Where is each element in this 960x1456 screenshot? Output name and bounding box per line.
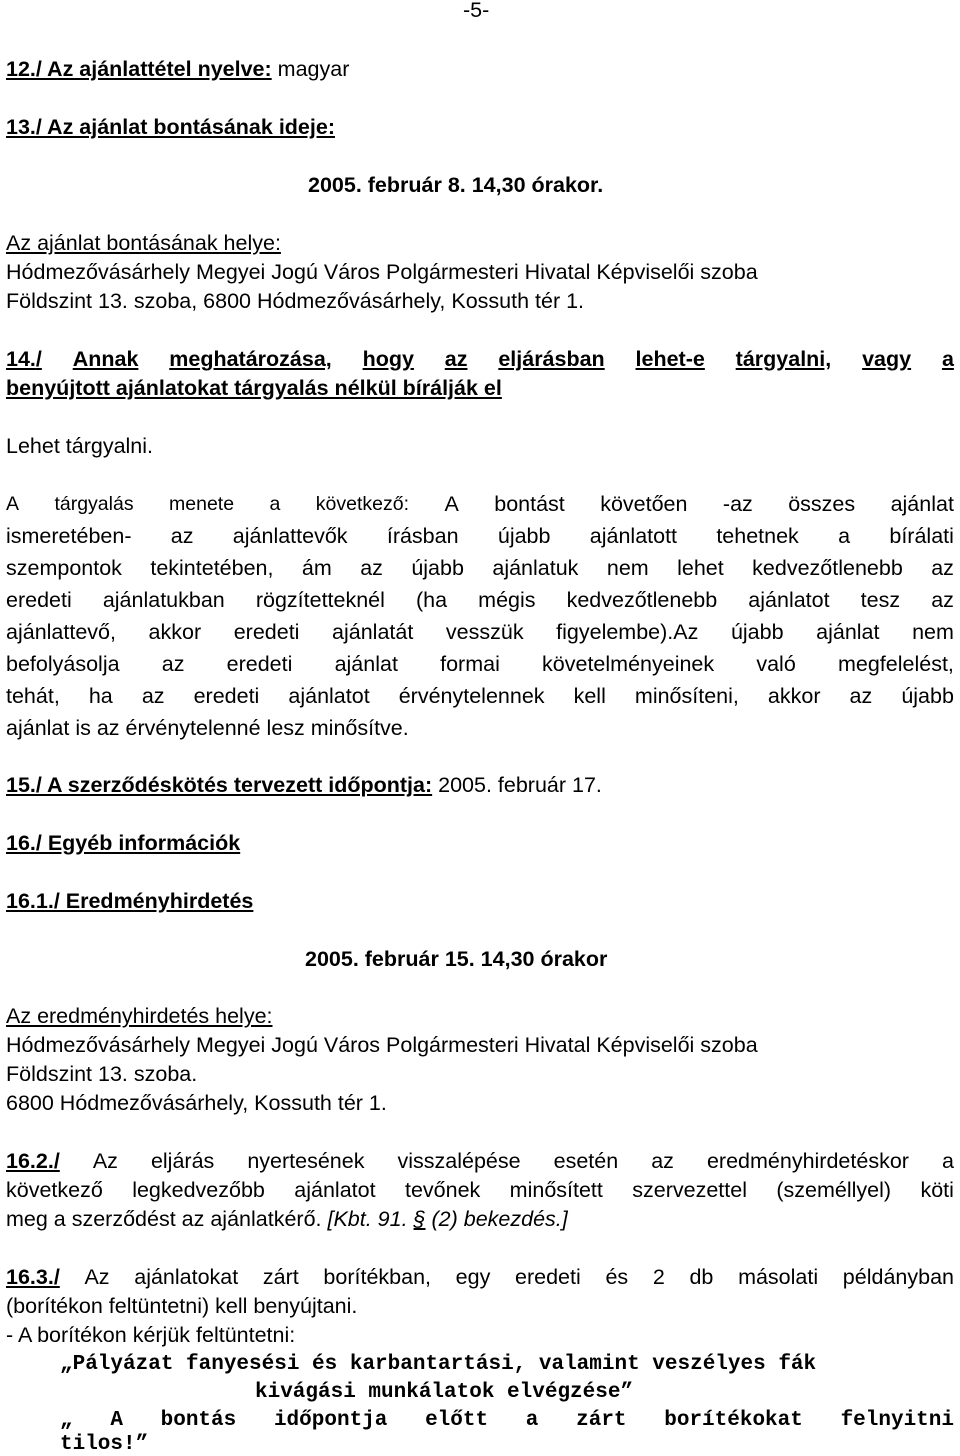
para-word: ajánlat (816, 620, 880, 644)
section-13-heading: 13./ Az ajánlat bontásának ideje: (6, 115, 335, 139)
section-14-para-line8: ajánlat is az érvénytelenné lesz minősítve. (6, 716, 409, 740)
para-word: következő (6, 1178, 103, 1202)
heading-word: tárgyalni, (735, 347, 832, 371)
section-16-3-number: 16.3./ (6, 1265, 60, 1289)
section-16-heading: 16./ Egyéb információk (6, 831, 241, 855)
para-word: A (6, 493, 20, 515)
para-word: ajánlat (890, 492, 954, 516)
section-16-3-line1 (6, 1264, 954, 1290)
para-word: -az (722, 492, 753, 516)
para-word: kell (573, 684, 606, 708)
para-word: (személlyel) (776, 1178, 892, 1202)
para-word: Az (92, 1149, 118, 1173)
para-word: tevőnek (404, 1178, 481, 1202)
para-word: formai (440, 652, 500, 676)
para-word: újabb (411, 556, 464, 580)
para-word: az (849, 684, 873, 708)
para-word: köti (920, 1178, 954, 1202)
para-word: a (838, 524, 851, 548)
para-word: példányban (842, 1265, 954, 1289)
para-word: bontást (494, 492, 565, 516)
para-word: ajánlatot (288, 684, 370, 708)
para-word: összes (788, 492, 856, 516)
para-word: ajánlatott (589, 524, 678, 548)
para-word: ajánlatát (332, 620, 414, 644)
envelope-quote-line1: „Pályázat fanyesési és karbantartási, valamint veszélyes fák (60, 1353, 817, 1376)
warning-word: borítékokat (664, 1409, 803, 1432)
section-14-heading-line1 (6, 346, 954, 372)
section-16-1-place-line1: Hódmezővásárhely Megyei Jogú Város Polgármesteri Hivatal Képviselői szoba (6, 1033, 758, 1057)
para-word: A (444, 492, 459, 516)
para-word: az (931, 556, 954, 580)
warning-word: zárt (576, 1409, 627, 1432)
para-word: ajánlatot (748, 588, 830, 612)
section-12-value: magyar (271, 57, 350, 81)
para-word: menete (169, 493, 235, 515)
para-word: figyelembe).Az (556, 620, 699, 644)
section-16-3-line2: (borítékon feltüntetni) kell benyújtani. (6, 1294, 358, 1318)
section-16-1-heading: 16.1./ Eredményhirdetés (6, 889, 254, 913)
section-14-number: 14. (6, 347, 36, 371)
section-14-para-line7 (6, 683, 954, 709)
para-word: bírálati (889, 524, 954, 548)
para-word: az (170, 524, 194, 548)
para-word: eredeti (233, 620, 300, 644)
section-15-value: 2005. február 17. (432, 773, 602, 797)
section-13-place-line1: Hódmezővásárhely Megyei Jogú Város Polgármesteri Hivatal Képviselői szoba (6, 260, 758, 284)
para-word: minősített (509, 1178, 603, 1202)
warning-word: előtt (425, 1409, 489, 1432)
section-14-answer: Lehet tárgyalni. (6, 434, 154, 458)
heading-word: lehet-e (635, 347, 705, 371)
page-number: -5- (463, 0, 490, 22)
para-word: eredményhirdetéskor (706, 1149, 909, 1173)
para-word: szervezettel (632, 1178, 747, 1202)
section-14-para-line5 (6, 619, 954, 645)
para-word: az (360, 556, 383, 580)
para-word: eljárás (150, 1149, 215, 1173)
para-word: írásban (386, 524, 459, 548)
para-word: eredeti (6, 588, 72, 612)
warning-word: felnyitni (840, 1409, 954, 1432)
section-16-1-place-line2: Földszint 13. szoba. (6, 1062, 198, 1086)
para-word: nem (606, 556, 649, 580)
heading-word: az (444, 347, 468, 371)
para-word: ajánlattevő, (6, 620, 116, 644)
section-16-3-line3: - A borítékon kérjük feltüntetni: (6, 1323, 296, 1347)
para-word: és (605, 1265, 629, 1289)
warning-word: a (525, 1409, 539, 1432)
para-word: kedvezőtlenebb (752, 556, 903, 580)
para-word: akkor (148, 620, 202, 644)
section-14-para-line1 (6, 491, 954, 517)
section-14-heading-line2: benyújtott ajánlatokat tárgyalás nélkül bírálják el (6, 376, 502, 400)
para-word: ajánlatukban (102, 588, 225, 612)
section-16-1-place-label: Az eredményhirdetés helye: (6, 1004, 273, 1028)
section-14-heading-start (6, 346, 42, 372)
envelope-quote-line2: kivágási munkálatok elvégzése” (255, 1381, 634, 1404)
para-word: kedvezőtlenebb (566, 588, 718, 612)
heading-word: / (35, 347, 42, 371)
para-word: mégis (478, 588, 536, 612)
heading-word: vagy (862, 347, 912, 371)
para-word: tárgyalás (54, 493, 134, 515)
heading-word: a (941, 347, 954, 371)
para-word: újabb (730, 620, 784, 644)
para-word: szempontok (6, 556, 122, 580)
para-word: újabb (497, 524, 551, 548)
heading-word: Annak (72, 347, 139, 371)
section-13-place-line2: Földszint 13. szoba, 6800 Hódmezővásárhely, Kossuth tér 1. (6, 289, 585, 313)
heading-word: hogy (362, 347, 414, 371)
para-word: eredeti (515, 1265, 581, 1289)
envelope-warning-line1 (60, 1408, 954, 1434)
para-word: következő: (315, 493, 410, 515)
para-word: tehetnek (716, 524, 799, 548)
para-word: másolati (738, 1265, 819, 1289)
section-16-2-reference: [Kbt. 91. § (2) bekezdés.] (327, 1207, 568, 1231)
para-word: (ha (416, 588, 448, 612)
para-word: ajánlatokat (134, 1265, 239, 1289)
para-word: egy (455, 1265, 491, 1289)
section-16-2-line3 (6, 1206, 568, 1232)
para-word: borítékban, (323, 1265, 431, 1289)
para-word: ajánlat (334, 652, 398, 676)
section-16-1-place-line3: 6800 Hódmezővásárhely, Kossuth tér 1. (6, 1091, 387, 1115)
para-word: visszalépése (397, 1149, 521, 1173)
section-16-2-number: 16.2./ (6, 1149, 60, 1173)
para-word: az (651, 1149, 674, 1173)
para-word: nyertesének (247, 1149, 365, 1173)
section-12-heading: 12./ Az ajánlattétel nyelve: (6, 57, 272, 81)
envelope-warning-line2: tilos!” (60, 1433, 149, 1456)
para-word: ám (301, 556, 332, 580)
para-word: érvénytelennek (398, 684, 545, 708)
para-word: nem (912, 620, 954, 644)
section-16-2-text: meg a szerződést az ajánlatkérő. (6, 1207, 328, 1231)
para-word: ha (88, 684, 113, 708)
section-14-para-line6 (6, 651, 954, 677)
section-14-para-line4 (6, 587, 954, 613)
para-word: az (141, 684, 165, 708)
section-15-heading: 15./ A szerződéskötés tervezett időpontja: (6, 773, 433, 797)
para-word: rögzítetteknél (255, 588, 385, 612)
section-12 (6, 56, 349, 82)
warning-word: bontás (160, 1409, 237, 1432)
para-word: tehát, (6, 684, 60, 708)
para-word: tekintetében, (150, 556, 274, 580)
para-word: zárt (262, 1265, 299, 1289)
para-word: követően (600, 492, 688, 516)
para-word: befolyásolja (6, 652, 120, 676)
para-word: ajánlatot (294, 1178, 376, 1202)
section-16-2-line1 (6, 1148, 954, 1174)
para-word: az (931, 588, 954, 612)
para-word: esetén (553, 1149, 619, 1173)
para-word: a (941, 1149, 954, 1173)
para-word: tesz (860, 588, 901, 612)
para-word: vesszük (445, 620, 524, 644)
para-word: db (689, 1265, 714, 1289)
heading-word: eljárásban (498, 347, 605, 371)
warning-word: A (110, 1409, 123, 1432)
section-16-1-date: 2005. február 15. 14,30 órakor (305, 947, 608, 971)
para-word: újabb (901, 684, 954, 708)
para-word: akkor (767, 684, 821, 708)
section-14-para-line3 (6, 555, 954, 581)
para-word: ajánlattevők (232, 524, 348, 548)
para-word: az (161, 652, 185, 676)
para-word: eredeti (193, 684, 260, 708)
para-word: ismeretében- (6, 524, 132, 548)
para-word: 2 (652, 1265, 665, 1289)
para-word: a (269, 493, 281, 515)
para-word: ajánlatuk (492, 556, 579, 580)
para-word: minősíteni, (634, 684, 739, 708)
section-15 (6, 772, 602, 798)
heading-word: meghatározása, (169, 347, 332, 371)
warning-word: időpontja (273, 1409, 388, 1432)
para-word: való (756, 652, 796, 676)
section-14-para-line2 (6, 523, 954, 549)
para-word: eredeti (226, 652, 293, 676)
para-word: lehet (677, 556, 724, 580)
para-word: Az (84, 1265, 110, 1289)
para-word: követelményeinek (542, 652, 715, 676)
section-13-place-label: Az ajánlat bontásának helye: (6, 231, 281, 255)
para-word: legkedvezőbb (132, 1178, 265, 1202)
section-16-2-line2 (6, 1177, 954, 1203)
para-word: megfelelést, (837, 652, 954, 676)
warning-word: „ (60, 1409, 73, 1432)
section-13-date: 2005. február 8. 14,30 órakor. (308, 173, 604, 197)
